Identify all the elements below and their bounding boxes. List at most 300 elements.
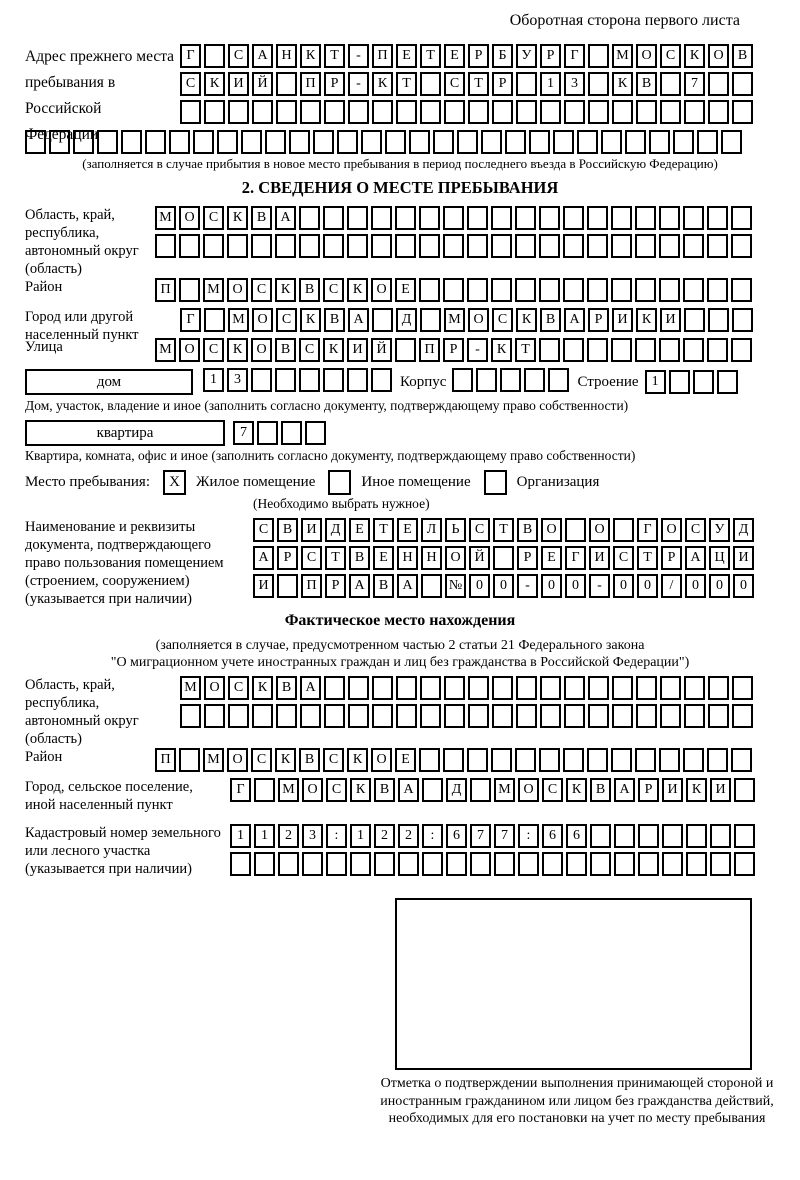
field-gorod-fact: [25, 778, 775, 818]
char-cell: Е: [541, 546, 562, 570]
char-cell: Т: [468, 72, 489, 96]
char-cell: [420, 308, 441, 332]
char-cell: [590, 824, 611, 848]
char-cell: [446, 852, 467, 876]
char-cell: К: [227, 338, 248, 362]
char-cell: [444, 100, 465, 124]
char-cell: С: [299, 338, 320, 362]
char-cell: Р: [325, 574, 346, 598]
char-cell: 2: [278, 824, 299, 848]
char-cell: [731, 338, 752, 362]
char-cell: П: [300, 72, 321, 96]
char-cell: 0: [685, 574, 706, 598]
char-cell: [542, 852, 563, 876]
char-cell-row: [203, 368, 392, 392]
char-cell: [299, 368, 320, 392]
char-cell: [539, 278, 560, 302]
char-cell: [419, 278, 440, 302]
char-cell: 7: [233, 421, 254, 445]
char-cell: [468, 704, 489, 728]
char-cell: Н: [421, 546, 442, 570]
char-cell: [302, 852, 323, 876]
char-cell: [468, 100, 489, 124]
korpus-label: Корпус: [400, 373, 447, 390]
char-cell: [683, 338, 704, 362]
char-cell-row: [155, 206, 775, 230]
char-cell: [420, 100, 441, 124]
char-cell: [612, 100, 633, 124]
char-cell: [179, 234, 200, 258]
dom-row: [25, 368, 775, 396]
char-cell: С: [613, 546, 634, 570]
char-cell: [612, 704, 633, 728]
char-cell: [635, 278, 656, 302]
char-cell: [707, 278, 728, 302]
checkbox-zhiloe: X: [163, 470, 186, 495]
char-cell: [686, 852, 707, 876]
char-cell: В: [373, 574, 394, 598]
char-cell: -: [348, 44, 369, 68]
char-cell: С: [685, 518, 706, 542]
char-cell: [350, 852, 371, 876]
char-cell: О: [251, 338, 272, 362]
char-cell: 6: [446, 824, 467, 848]
char-cell: [553, 130, 574, 154]
char-cell: [323, 206, 344, 230]
char-cell: Т: [637, 546, 658, 570]
char-cell-row: [645, 370, 738, 394]
char-cell: [281, 421, 302, 445]
char-cell: Р: [661, 546, 682, 570]
char-cell: [707, 234, 728, 258]
char-cell: Р: [638, 778, 659, 802]
char-cell: [372, 704, 393, 728]
char-cell: А: [397, 574, 418, 598]
char-cell: [660, 676, 681, 700]
char-cell: [707, 748, 728, 772]
char-cell: [516, 676, 537, 700]
char-cell: [540, 704, 561, 728]
char-cell: [476, 368, 497, 392]
char-cell: [588, 100, 609, 124]
char-cell: К: [347, 278, 368, 302]
char-cell: О: [468, 308, 489, 332]
char-cell: К: [636, 308, 657, 332]
char-cell: [323, 368, 344, 392]
char-cell: [732, 308, 753, 332]
char-cell: [564, 704, 585, 728]
field-label: Район: [25, 279, 63, 295]
char-cell: [419, 206, 440, 230]
char-cell: Л: [421, 518, 442, 542]
char-cell: О: [541, 518, 562, 542]
page-corner-note: Оборотная сторона первого листа: [509, 12, 740, 29]
char-cell: Т: [396, 72, 417, 96]
char-cell: Е: [373, 546, 394, 570]
char-cell: [614, 852, 635, 876]
char-cell: [468, 676, 489, 700]
char-cell: М: [203, 278, 224, 302]
dom-box: дом: [25, 369, 193, 395]
char-cell: [516, 100, 537, 124]
char-cell: О: [445, 546, 466, 570]
option-label: Иное помещение: [361, 474, 471, 490]
char-cell: [636, 704, 657, 728]
char-cell: 6: [542, 824, 563, 848]
char-cell-row: [180, 704, 775, 728]
char-cell: Р: [324, 72, 345, 96]
char-cell: В: [540, 308, 561, 332]
char-cell: [564, 100, 585, 124]
char-cell: [395, 338, 416, 362]
char-cell: [590, 852, 611, 876]
char-cell: К: [684, 44, 705, 68]
char-cell: [708, 676, 729, 700]
char-cell: Г: [180, 44, 201, 68]
char-cell: [277, 574, 298, 598]
char-cell: [323, 234, 344, 258]
checkbox-inoe: [328, 470, 351, 495]
char-cell: [669, 370, 690, 394]
char-cell: С: [228, 44, 249, 68]
char-cell: М: [155, 338, 176, 362]
char-cell-row: [233, 421, 326, 445]
char-cell: Д: [396, 308, 417, 332]
char-cell: -: [589, 574, 610, 598]
char-cell: Н: [397, 546, 418, 570]
char-cell: [684, 308, 705, 332]
char-cell: [420, 72, 441, 96]
char-cell-row: [180, 44, 775, 68]
char-cell: [708, 308, 729, 332]
char-cell-row: [180, 72, 775, 96]
char-cell: [419, 234, 440, 258]
char-cell: О: [708, 44, 729, 68]
char-cell: [611, 338, 632, 362]
char-cell: [228, 704, 249, 728]
char-cell: [305, 421, 326, 445]
char-cell: [611, 234, 632, 258]
char-cell: С: [228, 676, 249, 700]
stamp-note: Отметка о подтверждении выполнения принимающей стороной и иностранным гражданином или лицом без гражданства действий, необходимых для его постановки на учет по месту пребывания: [380, 1076, 774, 1126]
char-cell: [734, 824, 755, 848]
char-cell: С: [203, 338, 224, 362]
char-cell: [683, 234, 704, 258]
char-cell: [276, 100, 297, 124]
char-cell: [710, 824, 731, 848]
char-cell: [252, 100, 273, 124]
char-cell: [217, 130, 238, 154]
char-cell: [299, 234, 320, 258]
char-cell: [717, 370, 738, 394]
char-cell: К: [347, 748, 368, 772]
char-cell: :: [326, 824, 347, 848]
char-cell: [254, 778, 275, 802]
char-cell: [708, 100, 729, 124]
char-cell: И: [589, 546, 610, 570]
section-title: 2. СВЕДЕНИЯ О МЕСТЕ ПРЕБЫВАНИЯ: [241, 178, 559, 197]
char-cell: [467, 748, 488, 772]
char-cell: К: [686, 778, 707, 802]
char-cell: [347, 234, 368, 258]
option-label: Организация: [516, 474, 600, 490]
char-cell: [396, 676, 417, 700]
char-cell: О: [302, 778, 323, 802]
char-cell: [500, 368, 521, 392]
mesto-note: (Необходимо выбрать нужное): [253, 496, 430, 511]
char-cell: [564, 676, 585, 700]
char-cell: 0: [469, 574, 490, 598]
char-cell: [444, 676, 465, 700]
char-cell: [289, 130, 310, 154]
char-cell-row: [155, 338, 775, 362]
char-cell: Т: [493, 518, 514, 542]
char-cell: Е: [395, 748, 416, 772]
char-cell: [230, 852, 251, 876]
char-cell: [601, 130, 622, 154]
char-cell: [611, 748, 632, 772]
char-cell: [257, 421, 278, 445]
char-cell: О: [227, 278, 248, 302]
char-cell: [612, 676, 633, 700]
char-cell: С: [444, 72, 465, 96]
char-cell: [241, 130, 262, 154]
char-cell: [563, 338, 584, 362]
char-cell: [660, 704, 681, 728]
char-cell: [420, 676, 441, 700]
char-cell: [491, 234, 512, 258]
char-cell: -: [348, 72, 369, 96]
char-cell: [638, 824, 659, 848]
char-cell: С: [542, 778, 563, 802]
char-cell: И: [733, 546, 754, 570]
char-cell: :: [422, 824, 443, 848]
char-cell: [524, 368, 545, 392]
char-cell: Г: [637, 518, 658, 542]
char-cell: [587, 278, 608, 302]
char-cell: 0: [709, 574, 730, 598]
char-cell: 1: [230, 824, 251, 848]
char-cell: Е: [396, 44, 417, 68]
char-cell: [422, 778, 443, 802]
char-cell: С: [323, 748, 344, 772]
char-cell: [563, 234, 584, 258]
char-cell: И: [253, 574, 274, 598]
char-cell: Р: [540, 44, 561, 68]
char-cell: [371, 368, 392, 392]
char-cell: Т: [324, 44, 345, 68]
char-cell: [457, 130, 478, 154]
char-cell: 1: [203, 368, 224, 392]
char-cell: А: [564, 308, 585, 332]
char-cell: [204, 308, 225, 332]
char-cell: Р: [468, 44, 489, 68]
char-cell: [452, 368, 473, 392]
char-cell: В: [374, 778, 395, 802]
char-cell: [324, 100, 345, 124]
field-label: Область, край, республика, автономный округ (область): [25, 677, 139, 747]
char-cell: И: [662, 778, 683, 802]
char-cell: [433, 130, 454, 154]
char-cell: [515, 206, 536, 230]
char-cell: [659, 748, 680, 772]
char-cell: [588, 676, 609, 700]
char-cell: [372, 308, 393, 332]
char-cell: [566, 852, 587, 876]
char-cell: А: [614, 778, 635, 802]
char-cell: И: [347, 338, 368, 362]
char-cell: Т: [325, 546, 346, 570]
char-cell: С: [323, 278, 344, 302]
char-cell: [721, 130, 742, 154]
char-cell: А: [398, 778, 419, 802]
char-cell-row: [253, 574, 775, 598]
field-gorod: [25, 308, 775, 343]
char-cell: [505, 130, 526, 154]
char-cell: [467, 206, 488, 230]
char-cell: [731, 234, 752, 258]
char-cell: [361, 130, 382, 154]
char-cell: [548, 368, 569, 392]
char-cell: 0: [613, 574, 634, 598]
char-cell: [227, 234, 248, 258]
char-cell: [348, 100, 369, 124]
char-cell: А: [349, 574, 370, 598]
char-cell: [683, 278, 704, 302]
char-cell: К: [275, 278, 296, 302]
char-cell: [732, 704, 753, 728]
char-cell: 3: [302, 824, 323, 848]
char-cell-row: [155, 234, 775, 258]
char-cell-row: [230, 824, 775, 848]
char-cell: К: [227, 206, 248, 230]
char-cell: С: [469, 518, 490, 542]
char-cell: 0: [541, 574, 562, 598]
char-cell: В: [299, 748, 320, 772]
char-cell: [396, 704, 417, 728]
char-cell: [539, 748, 560, 772]
char-cell: К: [275, 748, 296, 772]
char-cell: 0: [565, 574, 586, 598]
char-cell: П: [301, 574, 322, 598]
char-cell: [204, 100, 225, 124]
char-cell: [732, 676, 753, 700]
char-cell: О: [636, 44, 657, 68]
char-cell: [467, 278, 488, 302]
char-cell: [710, 852, 731, 876]
char-cell: [732, 100, 753, 124]
char-cell: К: [516, 308, 537, 332]
char-cell: О: [371, 748, 392, 772]
char-cell: [587, 338, 608, 362]
char-cell: О: [204, 676, 225, 700]
char-cell: [398, 852, 419, 876]
char-cell: Ц: [709, 546, 730, 570]
char-cell-row: [230, 778, 775, 802]
field-oblast: [25, 206, 775, 277]
char-cell: [470, 852, 491, 876]
char-cell: 6: [566, 824, 587, 848]
char-cell: [180, 100, 201, 124]
char-cell: [660, 72, 681, 96]
char-cell: Д: [446, 778, 467, 802]
char-cell: /: [661, 574, 682, 598]
char-cell: [636, 676, 657, 700]
char-cell: [491, 206, 512, 230]
char-cell: [659, 206, 680, 230]
char-cell: [347, 368, 368, 392]
char-cell: [611, 278, 632, 302]
char-cell: П: [155, 278, 176, 302]
char-cell: [732, 72, 753, 96]
char-cell: [673, 130, 694, 154]
char-cell: С: [492, 308, 513, 332]
char-cell: [251, 234, 272, 258]
char-cell: М: [155, 206, 176, 230]
char-cell: Г: [564, 44, 585, 68]
char-cell: [372, 676, 393, 700]
char-cell: В: [636, 72, 657, 96]
char-cell: [193, 130, 214, 154]
char-cell: [204, 44, 225, 68]
char-cell: [275, 234, 296, 258]
char-cell: К: [300, 44, 321, 68]
char-cell: [228, 100, 249, 124]
fact-note-1: (заполняется в случае, предусмотренном частью 2 статьи 21 Федерального закона: [155, 638, 645, 653]
field-prev-address: [25, 44, 775, 143]
char-cell: С: [660, 44, 681, 68]
char-cell: М: [612, 44, 633, 68]
char-cell: [179, 278, 200, 302]
char-cell: С: [301, 546, 322, 570]
char-cell: М: [444, 308, 465, 332]
char-cell: [491, 748, 512, 772]
field-raion-fact: [25, 748, 775, 772]
char-cell: В: [275, 338, 296, 362]
stamp-box: [395, 898, 752, 1070]
char-cell: [731, 278, 752, 302]
char-cell: [539, 206, 560, 230]
char-cell: [443, 278, 464, 302]
char-cell: Р: [517, 546, 538, 570]
field-label: Район: [25, 749, 63, 765]
char-cell: А: [348, 308, 369, 332]
char-cell: [649, 130, 670, 154]
char-cell: [539, 338, 560, 362]
fact-title: Фактическое место нахождения: [284, 612, 516, 629]
char-cell: [254, 852, 275, 876]
char-cell: У: [516, 44, 537, 68]
char-cell: [276, 72, 297, 96]
fill-note: (заполняется в случае прибытия в новое место пребывания в период последнего въезда в Российскую Федерацию): [82, 156, 718, 171]
char-cell: [540, 676, 561, 700]
char-cell: [587, 206, 608, 230]
char-cell: И: [710, 778, 731, 802]
field-raion: [25, 278, 775, 302]
char-cell: [204, 704, 225, 728]
field-label: Город, сельское поселение, иной населенный пункт: [25, 779, 193, 813]
char-cell: [684, 676, 705, 700]
char-cell: [515, 748, 536, 772]
kvartira-row: [25, 420, 775, 446]
stroenie-label: Строение: [577, 373, 639, 390]
char-cell: [300, 100, 321, 124]
char-cell: О: [179, 206, 200, 230]
char-cell: [563, 206, 584, 230]
char-cell: [587, 234, 608, 258]
kvartira-box: квартира: [25, 420, 225, 446]
char-cell-row: [155, 278, 775, 302]
